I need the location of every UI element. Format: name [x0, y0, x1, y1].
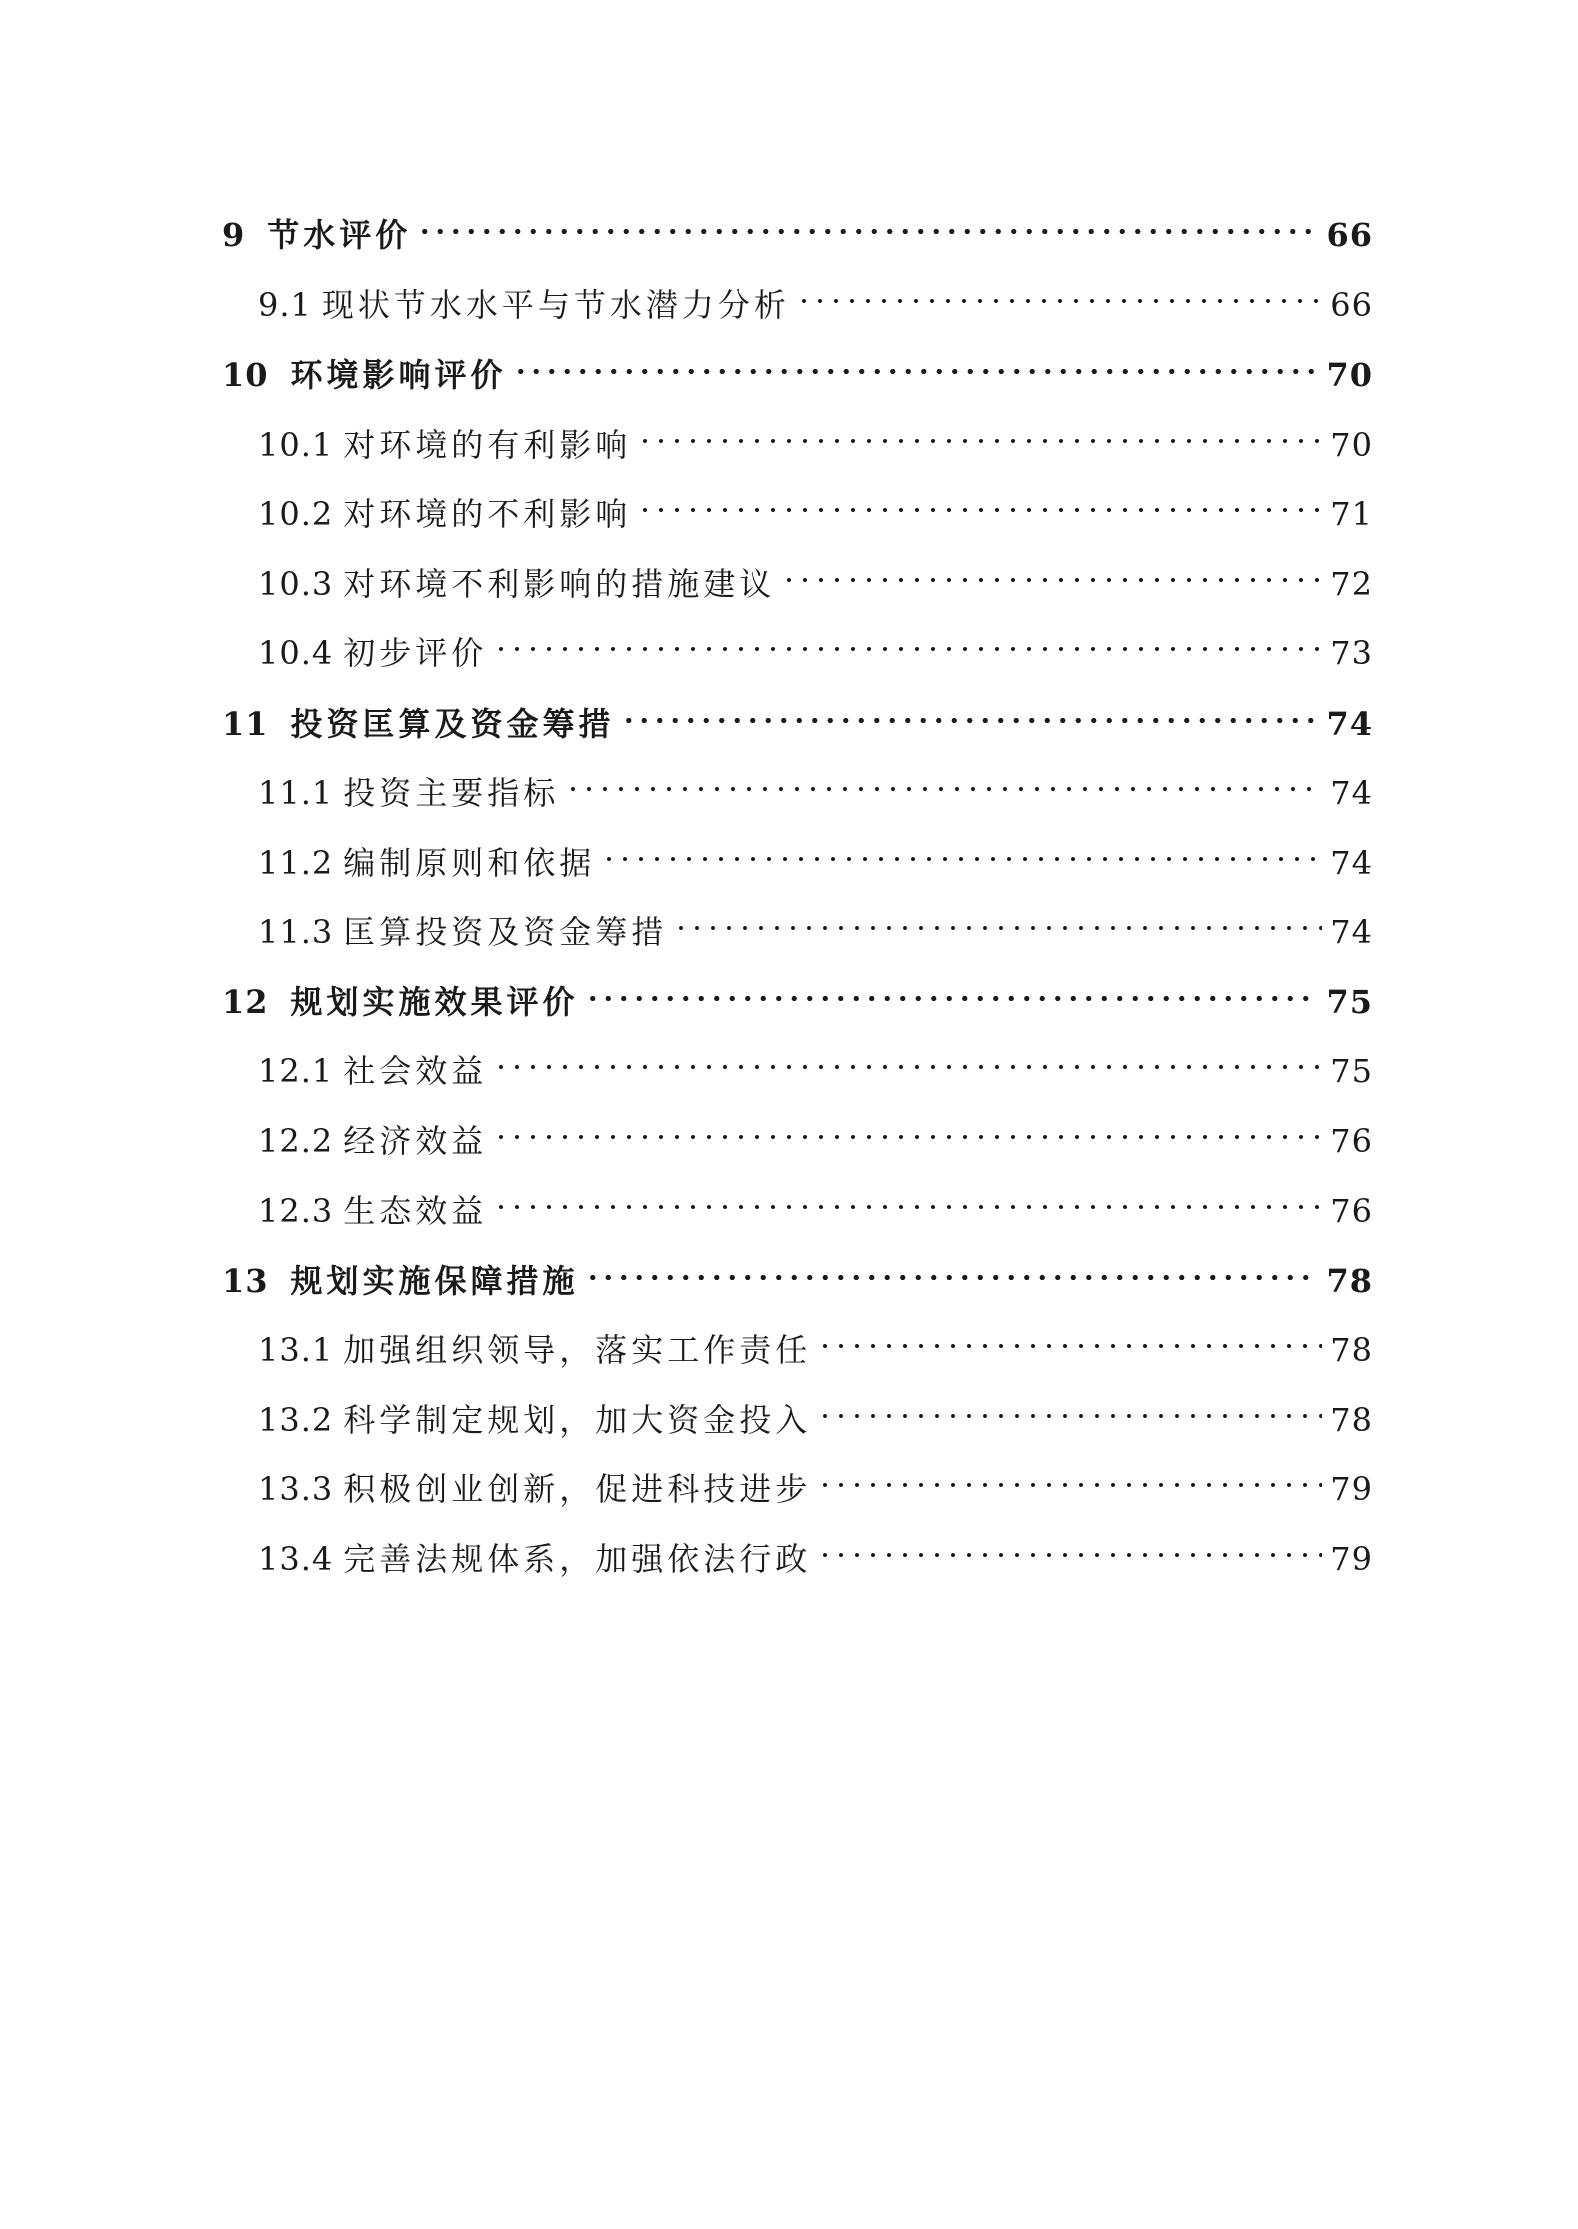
toc-entry-10[interactable]: [222, 347, 1373, 403]
toc-entry-title: 加强组织领导，落实工作责任: [343, 1331, 812, 1369]
toc-entry-title: 经济效益: [343, 1122, 488, 1160]
toc-entry-12-2[interactable]: [258, 1113, 1373, 1169]
toc-entry-page: 73: [1330, 634, 1373, 672]
dot-leader: [621, 718, 1319, 723]
toc-entry-13-1[interactable]: [258, 1322, 1373, 1378]
dot-leader: [585, 996, 1319, 1001]
toc-entry-page: 74: [1330, 774, 1373, 812]
dot-leader: [493, 1065, 1322, 1069]
toc-entry-11-2[interactable]: [258, 835, 1373, 891]
toc-entry-title: 投资匡算及资金筹措: [290, 705, 615, 743]
toc-entry-9-1[interactable]: [258, 277, 1373, 333]
dot-leader: [493, 1205, 1322, 1209]
toc-entry-title: 对环境的有利影响: [343, 426, 632, 464]
toc-entry-page: 66: [1326, 216, 1373, 254]
toc-entry-page: 79: [1330, 1470, 1373, 1508]
toc-entry-10-2[interactable]: [258, 486, 1373, 542]
toc-entry-page: 75: [1326, 983, 1373, 1021]
toc-entry-title: 对环境的不利影响: [343, 495, 632, 533]
toc-entry-page: 75: [1330, 1052, 1373, 1090]
toc-entry-page: 78: [1326, 1262, 1373, 1300]
toc-entry-13-3[interactable]: [258, 1461, 1373, 1517]
toc-entry-number: 12: [222, 983, 269, 1021]
toc-entry-title: 完善法规体系，加强依法行政: [343, 1540, 812, 1578]
toc-entry-title: 生态效益: [343, 1192, 488, 1230]
toc-entry-12-1[interactable]: [258, 1043, 1373, 1099]
toc-entry-number: 13.2: [258, 1401, 334, 1439]
toc-entry-title: 规划实施效果评价: [290, 983, 579, 1021]
toc-entry-number: 10.1: [258, 426, 334, 464]
toc-entry-number: 11: [222, 705, 269, 743]
toc-entry-9[interactable]: [222, 207, 1373, 263]
toc-entry-number: 10.3: [258, 565, 334, 603]
toc-entry-number: 13.1: [258, 1331, 334, 1369]
dot-leader: [637, 508, 1322, 512]
toc-entry-page: 76: [1330, 1122, 1373, 1160]
toc-entry-number: 13.3: [258, 1470, 334, 1508]
toc-entry-title: 对环境不利影响的措施建议: [343, 565, 776, 603]
toc-entry-number: 12.1: [258, 1052, 334, 1090]
toc-entry-title: 环境影响评价: [290, 356, 507, 394]
dot-leader: [601, 857, 1322, 861]
toc-entry-title: 规划实施保障措施: [290, 1262, 579, 1300]
dot-leader: [637, 439, 1322, 443]
toc-entry-page: 72: [1330, 565, 1373, 603]
dot-leader: [817, 1414, 1322, 1418]
dot-leader: [493, 647, 1322, 651]
toc-entry-number: 13: [222, 1262, 269, 1300]
toc-entry-title: 投资主要指标: [343, 774, 560, 812]
toc-entry-page: 78: [1330, 1331, 1373, 1369]
dot-leader: [796, 299, 1322, 303]
dot-leader: [781, 578, 1322, 582]
toc-entry-12-3[interactable]: [258, 1183, 1373, 1239]
toc-entry-title: 现状节水水平与节水潜力分析: [321, 286, 790, 324]
toc-entry-title: 编制原则和依据: [343, 844, 596, 882]
dot-leader: [817, 1553, 1322, 1557]
toc-entry-10-4[interactable]: [258, 625, 1373, 681]
toc-entry-11-1[interactable]: [258, 765, 1373, 821]
toc-entry-11-3[interactable]: [258, 904, 1373, 960]
toc-entry-number: 10: [222, 356, 269, 394]
toc-entry-title: 初步评价: [343, 634, 488, 672]
dot-leader: [513, 369, 1319, 374]
toc-entry-title: 匡算投资及资金筹措: [343, 913, 668, 951]
toc-entry-10-1[interactable]: [258, 417, 1373, 473]
toc-entry-page: 76: [1330, 1192, 1373, 1230]
toc-entry-number: 10.4: [258, 634, 334, 672]
toc-entry-page: 71: [1330, 495, 1373, 533]
dot-leader: [817, 1483, 1322, 1487]
toc-entry-13-4[interactable]: [258, 1531, 1373, 1587]
toc-entry-title: 社会效益: [343, 1052, 488, 1090]
toc-entry-page: 74: [1330, 913, 1373, 951]
toc-entry-number: 9.1: [258, 286, 312, 324]
toc-entry-title: 积极创业创新，促进科技进步: [343, 1470, 812, 1508]
toc-entry-title: 科学制定规划，加大资金投入: [343, 1401, 812, 1439]
toc-entry-page: 79: [1330, 1540, 1373, 1578]
toc-entry-10-3[interactable]: [258, 556, 1373, 612]
toc-entry-number: 12.3: [258, 1192, 334, 1230]
toc-entry-title: 节水评价: [267, 216, 412, 254]
toc-entry-number: 11.1: [258, 774, 334, 812]
dot-leader: [817, 1344, 1322, 1348]
dot-leader: [673, 926, 1322, 930]
dot-leader: [417, 229, 1318, 234]
toc-entry-page: 70: [1326, 356, 1373, 394]
toc-entry-number: 10.2: [258, 495, 334, 533]
toc-entry-13[interactable]: [222, 1253, 1373, 1309]
toc-entry-11[interactable]: [222, 696, 1373, 752]
toc-entry-page: 74: [1326, 705, 1373, 743]
toc-entry-number: 9: [222, 216, 246, 254]
dot-leader: [565, 787, 1322, 791]
toc-entry-12[interactable]: [222, 974, 1373, 1030]
toc-entry-page: 74: [1330, 844, 1373, 882]
toc-entry-page: 78: [1330, 1401, 1373, 1439]
toc-entry-13-2[interactable]: [258, 1392, 1373, 1448]
toc-entry-number: 12.2: [258, 1122, 334, 1160]
dot-leader: [585, 1275, 1319, 1280]
toc-entry-number: 11.3: [258, 913, 334, 951]
toc-entry-number: 11.2: [258, 844, 334, 882]
toc-entry-page: 70: [1330, 426, 1373, 464]
toc-entry-page: 66: [1330, 286, 1373, 324]
dot-leader: [493, 1135, 1322, 1139]
toc-entry-number: 13.4: [258, 1540, 334, 1578]
